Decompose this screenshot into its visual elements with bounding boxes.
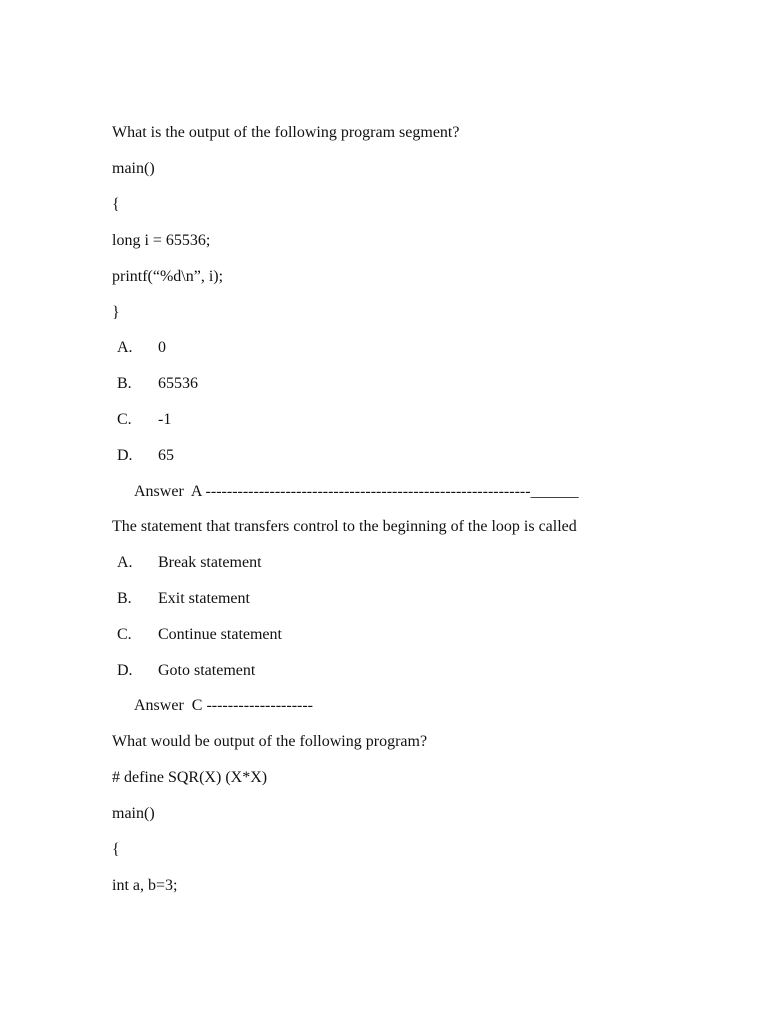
option-letter: A. (117, 339, 133, 356)
option-text: Exit statement (158, 590, 250, 607)
question-3-text: What would be output of the following program? (112, 733, 428, 750)
option-letter: D. (117, 662, 133, 679)
option-letter: B. (117, 375, 132, 392)
option-text: Continue statement (158, 626, 282, 643)
option-text: 0 (158, 339, 166, 356)
code-line: } (112, 304, 120, 321)
code-line: long i = 65536; (112, 232, 211, 249)
option-letter: A. (117, 554, 133, 571)
option-letter: D. (117, 447, 133, 464)
option-text: -1 (158, 411, 172, 428)
code-line: # define SQR(X) (X*X) (112, 769, 268, 786)
question-2-text: The statement that transfers control to the beginning of the loop is called (112, 518, 577, 535)
code-line: main() (112, 805, 155, 822)
code-line: printf(“%d\n”, i); (112, 268, 224, 285)
code-line: int a, b=3; (112, 877, 178, 894)
option-letter: C. (117, 411, 132, 428)
code-line: { (112, 196, 120, 213)
option-text: 65536 (158, 375, 198, 392)
code-line: { (112, 841, 120, 858)
answer-line-1: Answer A -------------------------------------------------------------______ (134, 483, 579, 500)
question-1-text: What is the output of the following program segment? (112, 124, 460, 141)
option-text: Break statement (158, 554, 262, 571)
answer-line-2: Answer C -------------------- (134, 697, 313, 714)
option-text: 65 (158, 447, 174, 464)
option-letter: B. (117, 590, 132, 607)
option-letter: C. (117, 626, 132, 643)
option-text: Goto statement (158, 662, 256, 679)
code-line: main() (112, 160, 155, 177)
